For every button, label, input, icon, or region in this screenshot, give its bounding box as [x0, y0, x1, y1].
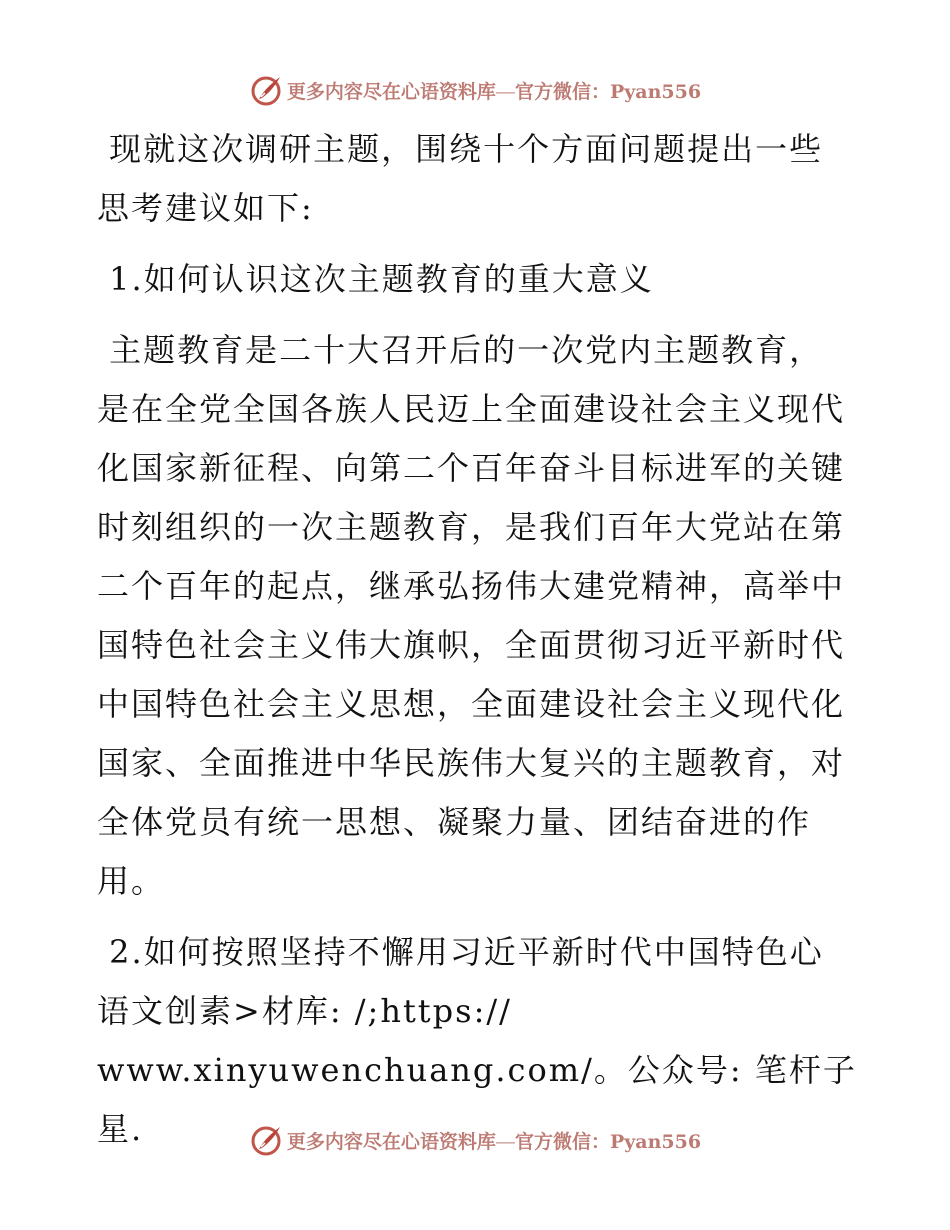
text-line: 思考建议如下: — [97, 189, 314, 227]
quill-pen-logo-icon — [249, 72, 285, 108]
footer-watermark — [0, 1122, 950, 1158]
text-line: 国特色社会主义伟大旗帜，全面贯彻习近平新时代 — [97, 626, 846, 664]
text-line: 语文创素>材库: /;https:// — [97, 992, 512, 1030]
text-line: www.xinyuwenchuang.com/。公众号: 笔杆子星. — [97, 1051, 857, 1148]
text-line: 时刻组织的一次主题教育，是我们百年大党站在第 — [97, 508, 846, 546]
watermark-text: 更多内容尽在心语资料库—官方微信：Pyan556 — [286, 80, 702, 103]
paragraph-significance — [97, 321, 857, 911]
text-line: 全体党员有统一思想、凝聚力量、团结奋进的作 — [97, 803, 812, 841]
text-line: 主题教育是二十大召开后的一次党内主题教育， — [97, 331, 824, 369]
header-watermark — [0, 72, 950, 108]
section-heading-1 — [97, 250, 857, 309]
text-line: 中国特色社会主义思想，全面建设社会主义现代化 — [97, 685, 846, 723]
watermark-text: 更多内容尽在心语资料库—官方微信：Pyan556 — [286, 1130, 702, 1153]
text-line: 二个百年的起点，继承弘扬伟大建党精神，高举中 — [97, 567, 846, 605]
text-line: 是在全党全国各族人民迈上全面建设社会主义现代 — [97, 390, 846, 428]
paragraph-intro — [97, 120, 857, 238]
document-body — [97, 120, 857, 1159]
text-line: 现就这次调研主题，围绕十个方面问题提出一些 — [97, 130, 824, 168]
text-line: 化国家新征程、向第二个百年奋斗目标进军的关键 — [97, 449, 846, 487]
text-line: 2.如何按照坚持不懈用习近平新时代中国特色心 — [97, 933, 824, 971]
text-line: 用。 — [97, 862, 166, 900]
text-line: 1.如何认识这次主题教育的重大意义 — [97, 260, 654, 298]
text-line: 国家、全面推进中华民族伟大复兴的主题教育，对 — [97, 744, 846, 782]
quill-pen-logo-icon — [249, 1122, 285, 1158]
